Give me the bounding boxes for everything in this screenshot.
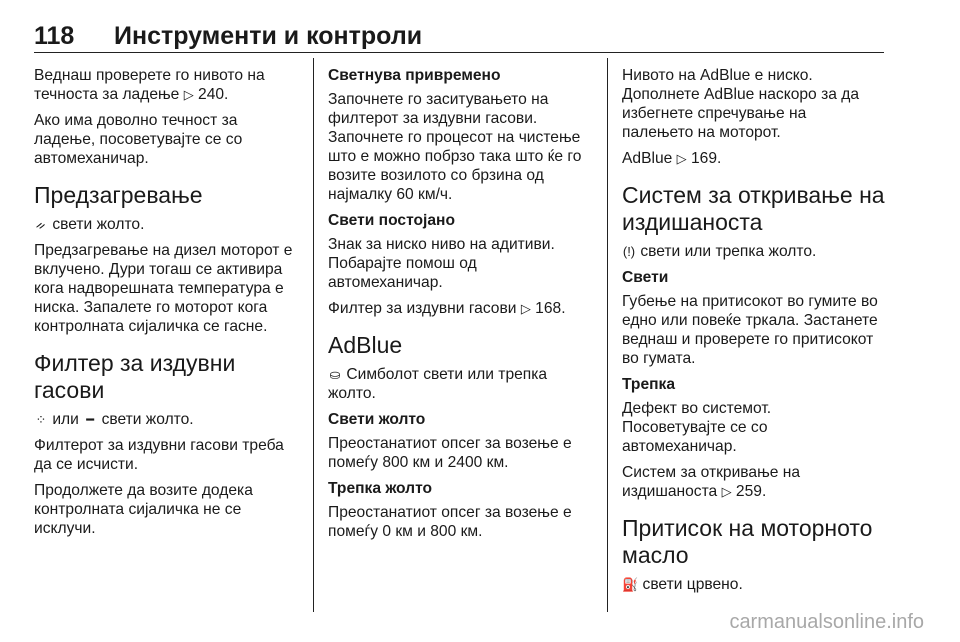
section-heading-oil-pressure: Притисок на моторното масло (622, 515, 873, 568)
exhaust-filter-icon: ⁘ (35, 412, 47, 427)
paragraph: Систем за откривање на издишаноста ▷ 259. (622, 464, 801, 500)
paragraph: AdBlue ▷ 169. (622, 150, 722, 167)
section-heading-exhaust-filter: Филтер за издувни гасови (34, 350, 236, 403)
tire-pressure-icon: (!) (622, 244, 636, 259)
paragraph: Веднаш проверете го нивото на течноста за ладење ▷ 240. (34, 67, 265, 103)
page-header (34, 22, 884, 53)
paragraph: Дефект во системот. Посоветувајте се со автомеханичар. (622, 400, 772, 455)
reference-arrow-icon: ▷ (183, 87, 194, 102)
paragraph: Преостанатиот опсег за возење е помеѓу 800 км и 2400 км. (328, 435, 572, 471)
paragraph: Знак за ниско ниво на адитиви. Побарајте помош од автомеханичар. (328, 236, 555, 291)
column-3 (622, 66, 890, 601)
paragraph: Продолжете да возите додека контролната сијаличка не се исклучи. (34, 482, 253, 537)
chapter-title: Инструменти и контроли (114, 22, 423, 50)
paragraph: Филтер за издувни гасови ▷ 168. (328, 300, 566, 317)
glow-plug-icon: ᨀ (35, 217, 47, 232)
paragraph: Предзагревање на дизел моторот е вклучено. Дури тогаш се активира кога надворешната температура е ниска. Запалете го моторот кога контролната сијаличка се гасне. (34, 242, 293, 335)
subheading: Свети постојано (328, 212, 455, 229)
paragraph: ⁘ или ━ свети жолто. (35, 411, 194, 428)
subheading: Свети жолто (328, 411, 426, 428)
subheading: Свети (622, 269, 669, 286)
exhaust-pipe-icon: ━ (86, 412, 95, 427)
adblue-icon: ⛀ (329, 367, 341, 382)
oil-can-icon: ⛽ (622, 577, 639, 592)
subheading: Трепка жолто (328, 480, 433, 497)
paragraph: (!) свети или трепка жолто. (622, 243, 817, 260)
section-heading-tire-pressure: Систем за откривање на издишаноста (622, 182, 885, 235)
paragraph: Филтерот за издувни гасови треба да се исчисти. (34, 437, 284, 473)
paragraph: Започнете го заситувањето на филтерот за издувни гасови. Започнете го процесот на чистење што е можно побрзо така што ќе го возите возилото со брзина од најмалку 60 км/ч. (328, 91, 582, 203)
column-2 (328, 66, 596, 548)
section-heading-adblue: AdBlue (328, 332, 403, 358)
paragraph: Ако има доволно течност за ладење, посоветувајте се со автомеханичар. (34, 112, 243, 167)
paragraph: ᨀ свети жолто. (35, 216, 145, 233)
column-divider (313, 58, 314, 612)
paragraph: ⛀ Симболот свети или трепка жолто. (328, 366, 548, 402)
column-1 (34, 66, 302, 545)
paragraph: Губење на притисокот во гумите во едно или повеќе тркала. Застанете веднаш и проверете го притисокот во гумата. (622, 293, 878, 367)
section-heading-preheating: Предзагревање (34, 182, 203, 208)
paragraph: Нивото на AdBlue е ниско. Дополнете AdBlue наскоро за да избегнете спречување на палењето на моторот. (622, 67, 859, 141)
subheading: Трепка (622, 376, 676, 393)
subheading: Светнува привремено (328, 67, 501, 84)
reference-arrow-icon: ▷ (721, 484, 732, 499)
reference-arrow-icon: ▷ (676, 151, 687, 166)
reference-arrow-icon: ▷ (520, 301, 531, 316)
column-divider (607, 58, 608, 612)
page-number: 118 (34, 22, 75, 50)
paragraph: Преостанатиот опсег за возење е помеѓу 0 км и 800 км. (328, 504, 572, 540)
watermark: carmanualsonline.info (729, 611, 924, 633)
paragraph: ⛽ свети црвено. (622, 576, 743, 593)
